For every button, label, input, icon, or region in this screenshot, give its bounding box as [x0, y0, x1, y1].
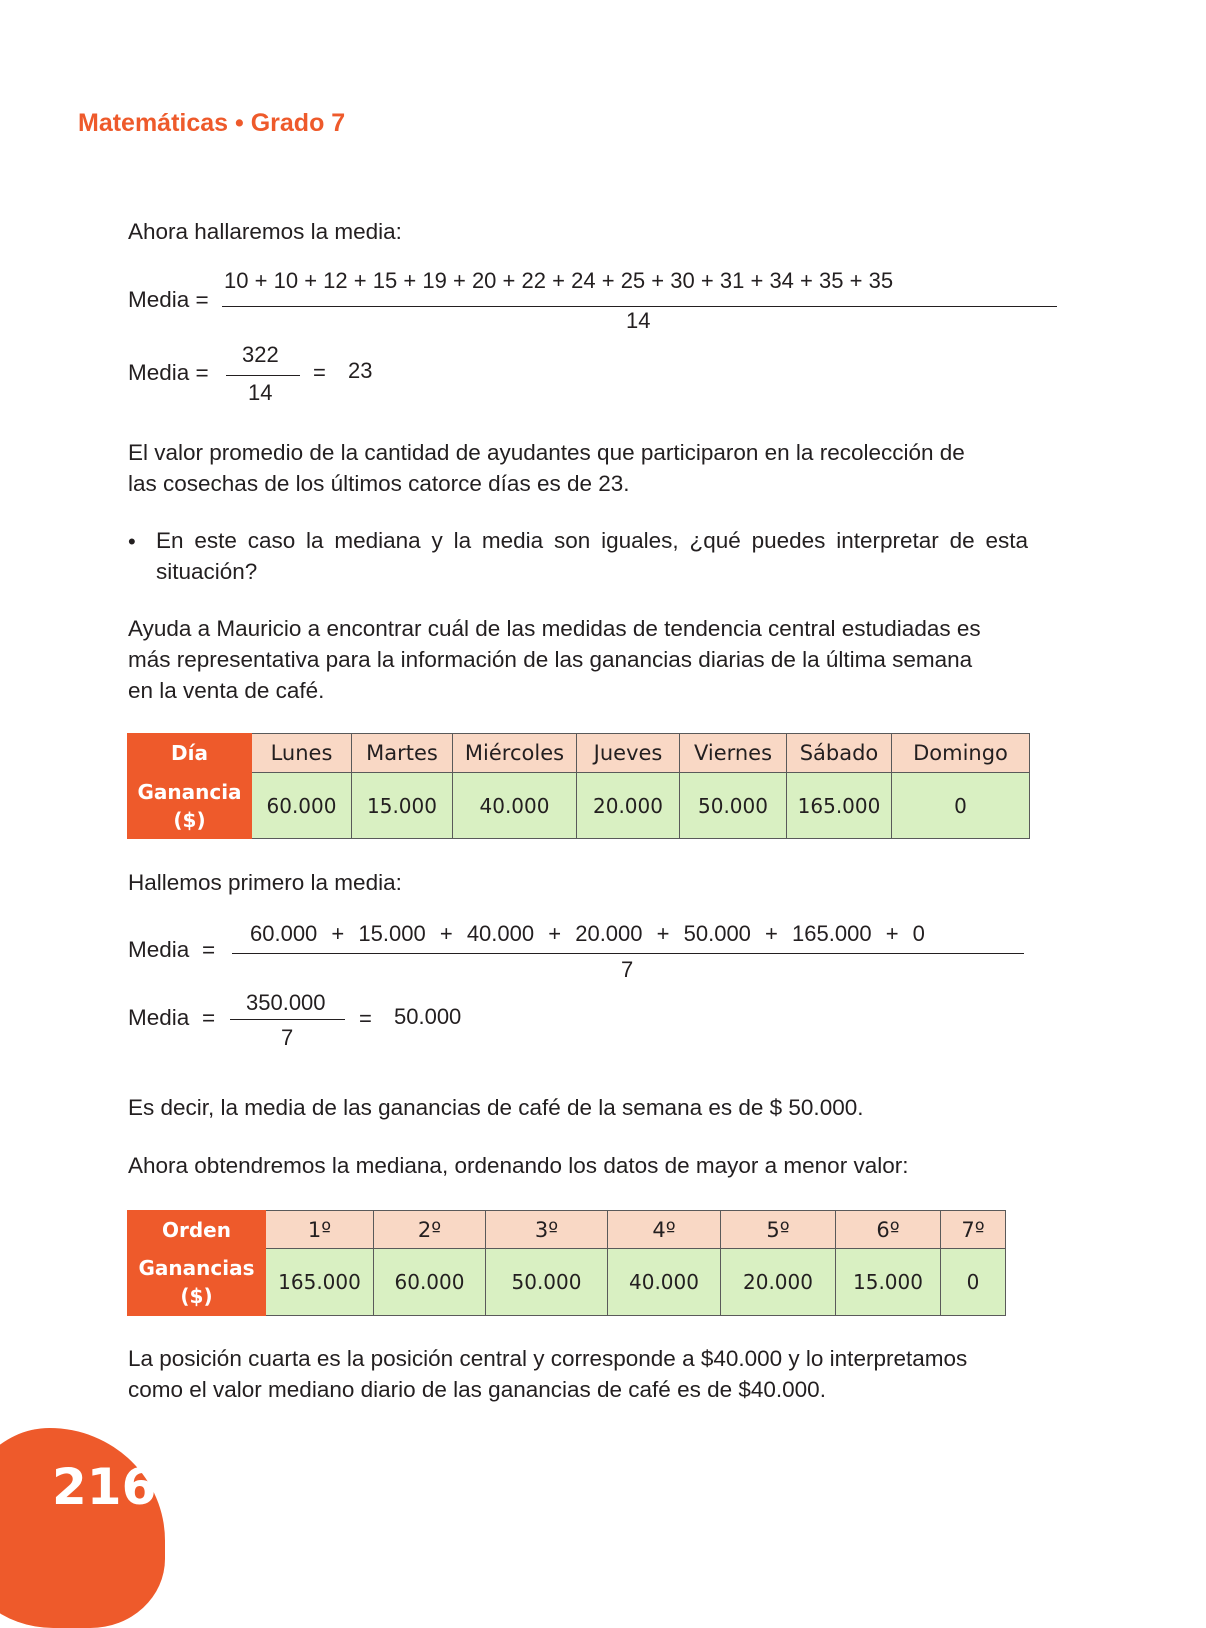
bullet-icon: •: [128, 529, 136, 554]
equation-result: 23: [348, 358, 373, 383]
order-cell: 7º: [941, 1211, 1006, 1249]
equation-label: Media: [128, 1005, 190, 1030]
day-cell: Domingo: [892, 734, 1030, 773]
value-cell: 0: [892, 773, 1030, 839]
sorted-earnings-table: [127, 1210, 1006, 1316]
value-cell: 20.000: [721, 1249, 836, 1316]
order-cell: 3º: [486, 1211, 608, 1249]
equation-denominator: 14: [626, 308, 651, 333]
value-cell: 15.000: [836, 1249, 941, 1316]
order-cell: 2º: [374, 1211, 486, 1249]
row-label-day: Día: [128, 734, 252, 773]
page-header: Matemáticas • Grado 7: [78, 109, 346, 137]
fraction-bar: [230, 1019, 345, 1020]
equation-label: Media =: [128, 360, 209, 385]
day-cell: Jueves: [577, 734, 680, 773]
value-cell: 40.000: [608, 1249, 721, 1316]
value-cell: 165.000: [266, 1249, 374, 1316]
equation-numerator: 350.000: [246, 990, 326, 1015]
order-cell: 1º: [266, 1211, 374, 1249]
equation-numerator: 10 + 10 + 12 + 15 + 19 + 20 + 22 + 24 + 25 + 30 + 31 + 34 + 35 + 35: [224, 268, 894, 293]
day-cell: Miércoles: [453, 734, 577, 773]
bullet-question: En este caso la mediana y la media son iguales, ¿qué puedes interpretar de esta situación?: [156, 528, 1028, 584]
fraction-bar: [232, 953, 1024, 954]
paragraph-average-helpers: El valor promedio de la cantidad de ayudantes que participaron en la recolección de las cosechas de los últimos catorce días es de 23.: [128, 440, 965, 496]
equation-denominator: 7: [281, 1025, 294, 1050]
equation-denominator: 7: [621, 957, 634, 982]
value-cell: 50.000: [680, 773, 787, 839]
equals-sign: =: [313, 360, 326, 385]
value-cell: 15.000: [352, 773, 453, 839]
day-cell: Martes: [352, 734, 453, 773]
equals-sign: =: [202, 937, 216, 962]
paragraph-mauricio: Ayuda a Mauricio a encontrar cuál de las medidas de tendencia central estudiadas es más representativa para la información de las ganancias diarias de la última semana en la venta de café.: [128, 616, 981, 703]
day-cell: Viernes: [680, 734, 787, 773]
row-label-order: Orden: [128, 1211, 266, 1249]
value-cell: 0: [941, 1249, 1006, 1316]
equation-numerator: 322: [242, 342, 279, 367]
equation-numerator: 60.000 + 15.000 + 40.000 + 20.000 + 50.000 + 165.000 + 0: [250, 921, 925, 946]
order-cell: 6º: [836, 1211, 941, 1249]
intro-text: Ahora hallaremos la media:: [128, 219, 402, 244]
row-label-earnings: Ganancias ($): [128, 1249, 266, 1316]
equals-sign: =: [359, 1006, 372, 1031]
equation-denominator: 14: [248, 380, 273, 405]
value-cell: 60.000: [374, 1249, 486, 1316]
equation-label: Media =: [128, 287, 209, 312]
row-label-earnings: Ganancia ($): [128, 773, 252, 839]
paragraph-median-result: La posición cuarta es la posición central y corresponde a $40.000 y lo interpretamos como el valor mediano diario de las ganancias de café es de $40.000.: [128, 1346, 968, 1402]
equation-result: 50.000: [394, 1004, 462, 1029]
order-cell: 4º: [608, 1211, 721, 1249]
value-cell: 165.000: [787, 773, 892, 839]
paragraph-mean-result: Es decir, la media de las ganancias de café de la semana es de $ 50.000.: [128, 1095, 864, 1120]
equals-sign: =: [202, 1005, 216, 1030]
value-cell: 60.000: [252, 773, 352, 839]
day-cell: Sábado: [787, 734, 892, 773]
intro-text-2: Hallemos primero la media:: [128, 870, 402, 895]
day-cell: Lunes: [252, 734, 352, 773]
value-cell: 20.000: [577, 773, 680, 839]
paragraph-median-intro: Ahora obtendremos la mediana, ordenando los datos de mayor a menor valor:: [128, 1153, 909, 1178]
equation-label: Media: [128, 937, 190, 962]
earnings-table: [127, 733, 1030, 839]
page-number: 216: [52, 1458, 157, 1516]
fraction-bar: [226, 375, 300, 376]
value-cell: 40.000: [453, 773, 577, 839]
value-cell: 50.000: [486, 1249, 608, 1316]
order-cell: 5º: [721, 1211, 836, 1249]
fraction-bar: [222, 306, 1057, 307]
